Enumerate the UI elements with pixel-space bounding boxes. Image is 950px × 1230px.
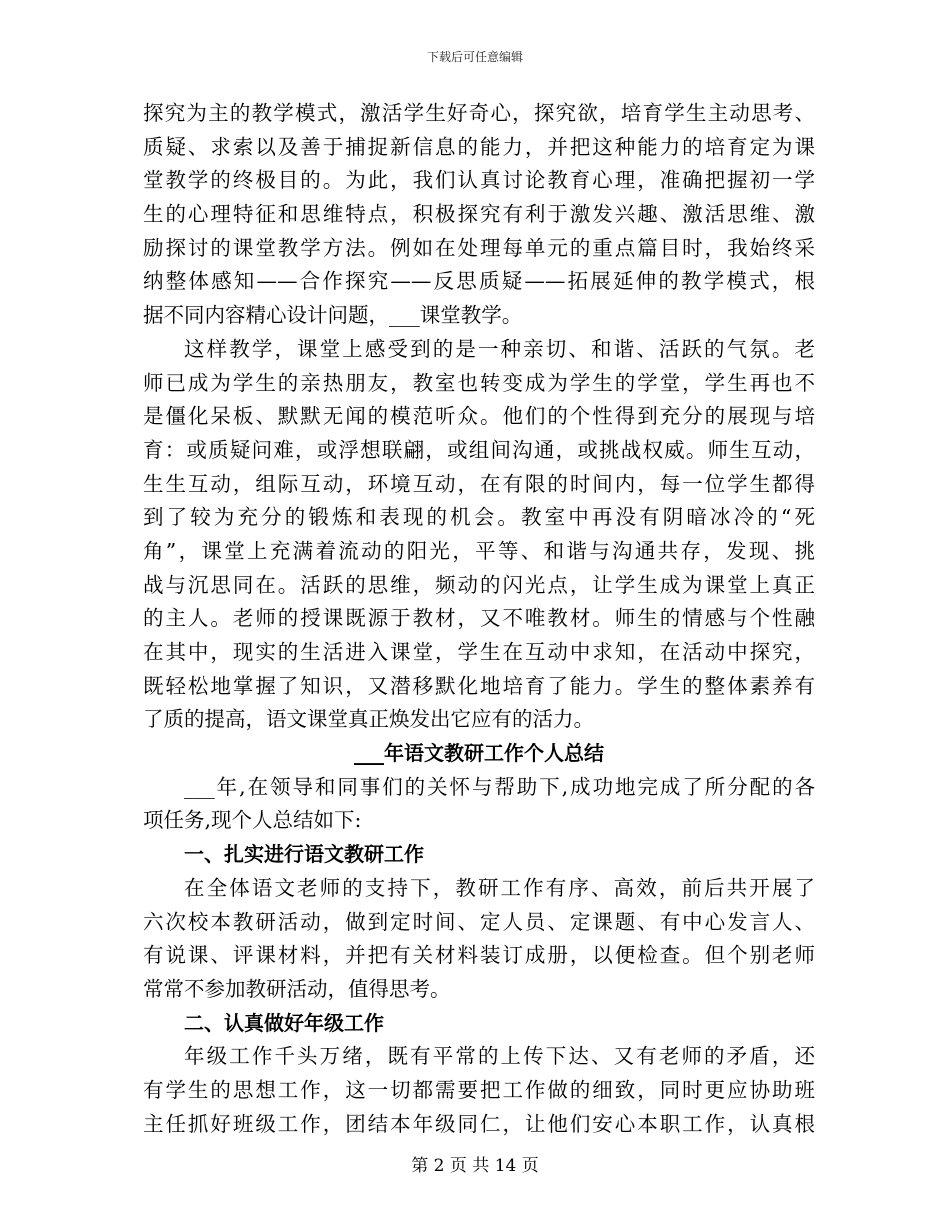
text-line: 年级工作千头万绪，既有平常的上传下达、又有老师的矛盾，还	[184, 1044, 815, 1069]
paragraph	[143, 333, 815, 737]
paragraph	[143, 1040, 815, 1141]
text-line: 纳整体感知——合作探究——反思质疑——拓展延伸的教学模式，根	[143, 269, 815, 294]
page-header-note: 下载后可任意编辑	[426, 50, 523, 64]
text-line: 励探讨的课堂教学方法。例如在处理每单元的重点篇目时，我始终采	[143, 235, 815, 260]
text-line: 战与沉思同在。活跃的思维，频动的闪光点，让学生成为课堂上真正	[143, 572, 815, 597]
text-line: 了质的提高，语文课堂真正焕发出它应有的活力。	[143, 707, 594, 732]
paragraph	[143, 872, 815, 1007]
text-line: ___年,在领导和同事们的关怀与帮助下,成功地完成了所分配的各	[184, 774, 815, 799]
text-line: 这样教学，课堂上感受到的是一种亲切、和谐、活跃的气氛。老	[184, 336, 815, 361]
text-line: 常常不参加教研活动，值得思考。	[143, 976, 451, 1001]
text-line: 据不同内容精心设计问题，___课堂教学。	[143, 303, 523, 328]
text-line: 项任务,现个人总结如下:	[143, 808, 362, 833]
text-line: 主任抓好班级工作，团结本年级同仁，让他们安心本职工作，认真根	[143, 1111, 815, 1136]
text-line: 在其中，现实的生活进入课堂，学生在互动中求知，在活动中探究，	[143, 640, 815, 664]
text-line: 质疑、求索以及善于捕捉新信息的能力，并把这种能力的培育定为课	[143, 134, 815, 159]
text-line: 有学生的思想工作，这一切都需要把工作做的细致，同时更应协助班	[143, 1077, 815, 1102]
text-line: 育：或质疑问难，或浮想联翩，或组间沟通，或挑战权威。师生互动，	[143, 437, 815, 462]
section-title: ___年语文教研工作个人总结	[354, 741, 604, 766]
text-line: 六次校本教研活动，做到定时间、定人员、定课题、有中心发言人、	[143, 909, 815, 934]
paragraph	[143, 97, 815, 333]
page-number: 第 2 页 共 14 页	[411, 1156, 539, 1176]
text-line: 有说课、评课材料，并把有关材料装订成册，以便检查。但个别老师	[143, 943, 815, 968]
text-line: 角”，课堂上充满着流动的阳光，平等、和谐与沟通共存，发现、挑	[143, 538, 815, 563]
text-line: 探究为主的教学模式，激活学生好奇心，探究欲，培育学生主动思考、	[143, 101, 815, 125]
text-line: 生的心理特征和思维特点，积极探究有利于激发兴趣、激活思维、激	[143, 202, 815, 227]
intro-paragraph	[143, 771, 815, 838]
text-line: 是僵化呆板、默默无闻的模范听众。他们的个性得到充分的展现与培	[143, 404, 815, 429]
text-line: 既轻松地掌握了知识，又潜移默化地培育了能力。学生的整体素养有	[143, 673, 815, 698]
subheading: 一、扎实进行语文教研工作	[184, 842, 424, 867]
subheading: 二、认真做好年级工作	[184, 1010, 384, 1035]
text-line: 的主人。老师的授课既源于教材，又不唯教材。师生的情感与个性融	[143, 606, 815, 631]
document-body	[143, 97, 815, 1141]
text-line: 师已成为学生的亲热朋友，教室也转变成为学生的学堂，学生再也不	[143, 370, 815, 395]
text-line: 到了较为充分的锻炼和表现的机会。教室中再没有阴暗冰冷的“死	[143, 505, 815, 530]
text-line: 在全体语文老师的支持下，教研工作有序、高效，前后共开展了	[184, 875, 815, 900]
text-line: 生生互动，组际互动，环境互动，在有限的时间内，每一位学生都得	[143, 471, 815, 496]
text-line: 堂教学的终极目的。为此，我们认真讨论教育心理，准确把握初一学	[143, 168, 815, 193]
